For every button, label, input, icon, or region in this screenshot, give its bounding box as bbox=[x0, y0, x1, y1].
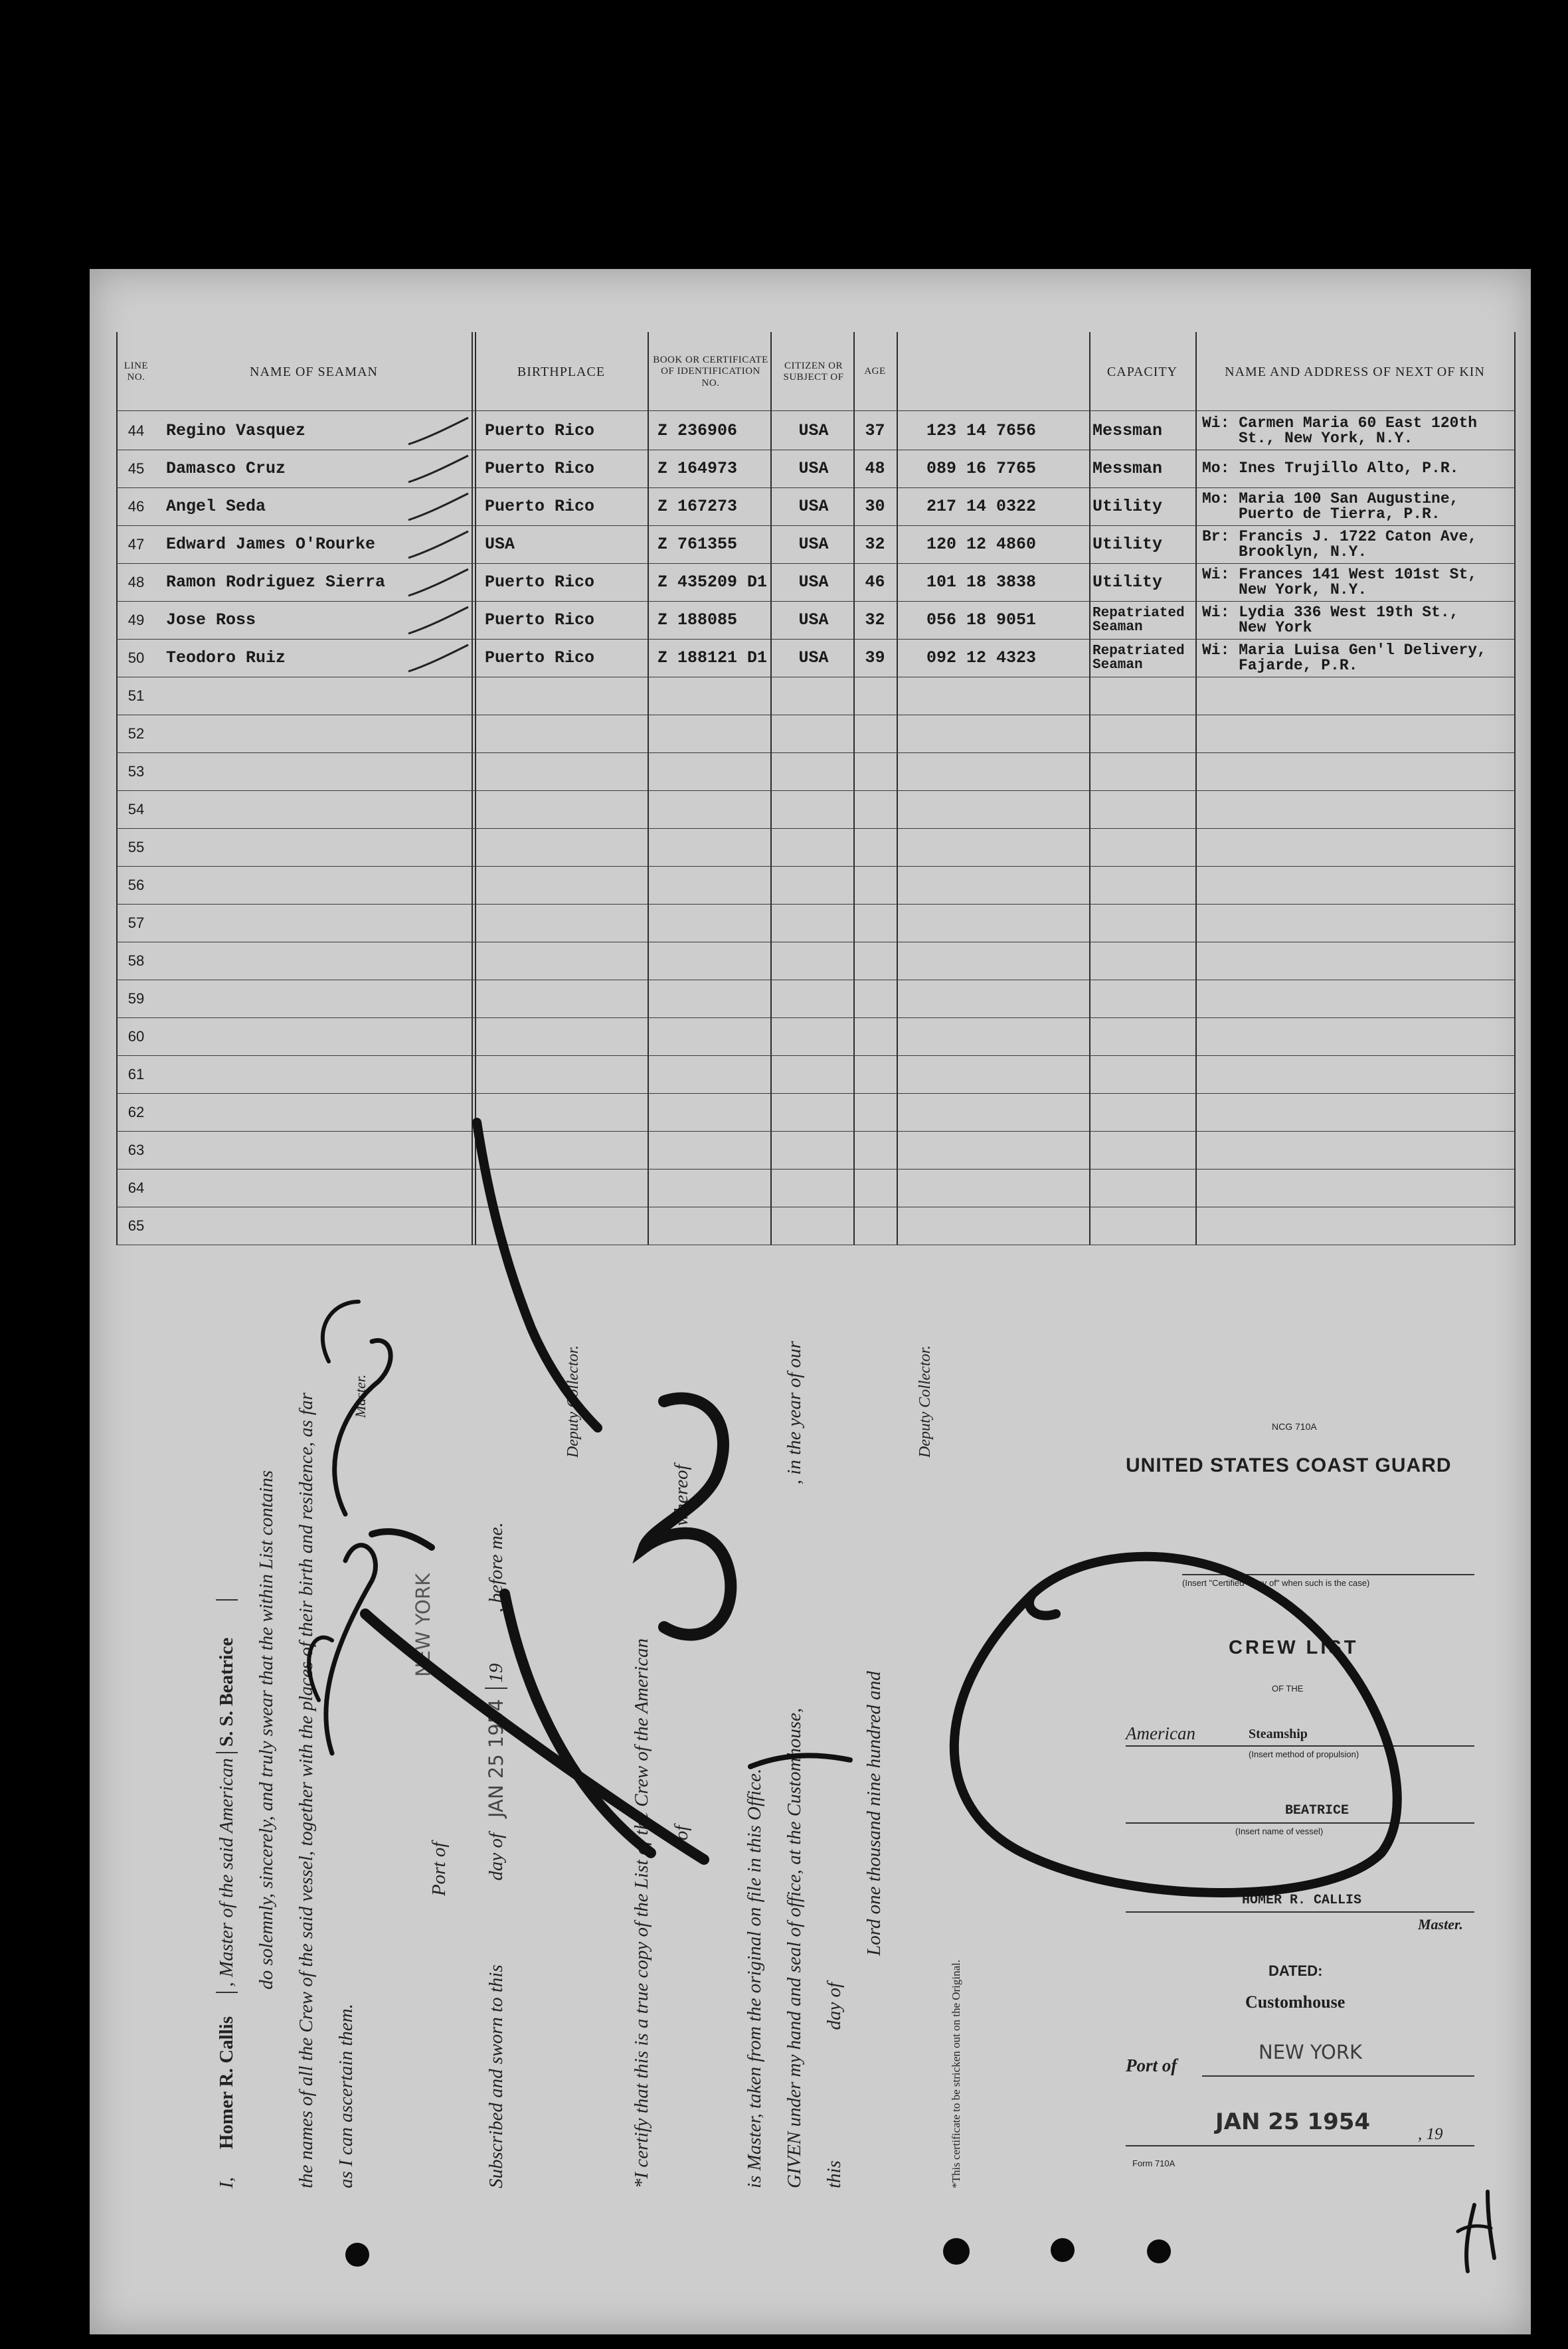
form-number: Form 710A bbox=[1132, 2158, 1176, 2168]
next-of-kin bbox=[1202, 1207, 1511, 1245]
cert-line-1-text: *I certify that this is a true copy of the List of the Crew of the American bbox=[631, 1638, 652, 2188]
book-number bbox=[657, 1131, 770, 1169]
capacity: Utility bbox=[1092, 497, 1163, 516]
table-row bbox=[116, 487, 1514, 525]
birthplace bbox=[485, 942, 644, 980]
birthplace bbox=[485, 866, 644, 904]
form-insert-note: (Insert "Certified Copy of" when such is the case) bbox=[1182, 1578, 1370, 1588]
seaman-name bbox=[166, 1093, 468, 1131]
oath-section bbox=[213, 1298, 1083, 2212]
book-number: Z 167273 bbox=[657, 497, 738, 516]
next-of-kin bbox=[1202, 1169, 1511, 1207]
line-number: 50 bbox=[128, 649, 145, 666]
form-propulsion-note: (Insert method of propulsion) bbox=[1249, 1749, 1359, 1759]
identification-number bbox=[926, 1131, 1086, 1169]
cert-of: , of bbox=[671, 1825, 692, 1850]
oath-year: 19 bbox=[485, 1663, 507, 1683]
table-row bbox=[116, 790, 1514, 828]
next-of-kin bbox=[1202, 942, 1511, 980]
citizen bbox=[774, 866, 853, 904]
birthplace bbox=[485, 828, 644, 866]
table-row bbox=[116, 601, 1514, 639]
capacity: Repatriated Seaman bbox=[1092, 605, 1185, 635]
cert-whereof: , whereof bbox=[671, 1464, 692, 1536]
citizen: USA bbox=[798, 572, 829, 592]
identification-number bbox=[926, 904, 1086, 942]
birthplace: Puerto Rico bbox=[485, 459, 595, 478]
seaman-name bbox=[166, 1017, 468, 1055]
table-row bbox=[116, 1169, 1514, 1207]
oath-master-name: Homer R. Callis bbox=[216, 2016, 237, 2149]
age bbox=[853, 1169, 897, 1207]
identification-number bbox=[926, 1093, 1086, 1131]
book-number bbox=[657, 1055, 770, 1093]
book-number bbox=[657, 942, 770, 980]
identification-number bbox=[926, 790, 1086, 828]
form-agency: UNITED STATES COAST GUARD bbox=[1126, 1454, 1452, 1476]
identification-number bbox=[926, 942, 1086, 980]
next-of-kin: Br: Francis J. 1722 Caton Ave, Brooklyn, N.Y. bbox=[1202, 527, 1478, 561]
line-number: 51 bbox=[128, 687, 145, 704]
form-customhouse: Customhouse bbox=[1245, 1992, 1346, 2012]
table-row bbox=[116, 1131, 1514, 1169]
birthplace bbox=[485, 752, 644, 790]
seaman-name: Jose Ross bbox=[166, 610, 256, 630]
table-row bbox=[116, 677, 1514, 715]
birthplace: Puerto Rico bbox=[485, 421, 595, 440]
identification-number bbox=[926, 1055, 1086, 1093]
form-propulsion: Steamship bbox=[1249, 1727, 1308, 1741]
citizen bbox=[774, 942, 853, 980]
age bbox=[853, 980, 897, 1017]
capacity bbox=[1092, 1131, 1195, 1169]
line-number: 64 bbox=[128, 1179, 145, 1196]
citizen bbox=[774, 1093, 853, 1131]
birthplace: Puerto Rico bbox=[485, 648, 595, 667]
birthplace bbox=[485, 1169, 644, 1207]
table-row bbox=[116, 1017, 1514, 1055]
next-of-kin: Mo: Ines Trujillo Alto, P.R. bbox=[1202, 460, 1459, 477]
oath-line-2 bbox=[256, 1298, 278, 2188]
oath-subscribed: Subscribed and sworn to this bbox=[485, 1964, 507, 2188]
next-of-kin: Mo: Maria 100 San Augustine, Puerto de Tierra, P.R. bbox=[1202, 489, 1459, 523]
birthplace bbox=[485, 1207, 644, 1245]
form-vessel-note: (Insert name of vessel) bbox=[1235, 1826, 1324, 1836]
citizen bbox=[774, 828, 853, 866]
seaman-name bbox=[166, 1131, 468, 1169]
seaman-name: Ramon Rodriguez Sierra bbox=[166, 572, 386, 592]
book-number: Z 188085 bbox=[657, 610, 738, 630]
table-row bbox=[116, 563, 1514, 601]
table-row bbox=[116, 450, 1514, 487]
form-year: , 19 bbox=[1418, 2125, 1443, 2143]
age bbox=[853, 1055, 897, 1093]
oath-day-of: day of bbox=[485, 1833, 507, 1881]
oath-line-1 bbox=[216, 1298, 238, 2188]
next-of-kin bbox=[1202, 715, 1511, 752]
age: 48 bbox=[865, 459, 885, 478]
book-number: Z 164973 bbox=[657, 459, 738, 478]
form-title: CREW LIST bbox=[1229, 1637, 1359, 1658]
cert-footnote: *This certificate to be stricken out on the Original. bbox=[950, 1959, 962, 2188]
identification-number: 123 14 7656 bbox=[926, 421, 1037, 440]
line-number: 63 bbox=[128, 1141, 145, 1158]
seaman-name bbox=[166, 866, 468, 904]
age: 37 bbox=[865, 421, 885, 440]
book-number bbox=[657, 752, 770, 790]
citizen bbox=[774, 1055, 853, 1093]
table-row bbox=[116, 715, 1514, 752]
line-number: 61 bbox=[128, 1065, 145, 1083]
age bbox=[853, 715, 897, 752]
cert-line-3b: is Master, taken from the original on file in this Office. bbox=[744, 1768, 765, 2188]
line-number: 54 bbox=[128, 800, 145, 818]
oath-subscribed-line bbox=[485, 1298, 507, 2188]
birthplace: Puerto Rico bbox=[485, 572, 595, 592]
age bbox=[853, 677, 897, 715]
capacity bbox=[1092, 904, 1195, 942]
book-number bbox=[657, 866, 770, 904]
cert-line-5 bbox=[824, 1498, 845, 2188]
age bbox=[853, 942, 897, 980]
capacity: Messman bbox=[1092, 459, 1163, 478]
citizen: USA bbox=[798, 610, 829, 630]
birthplace bbox=[485, 904, 644, 942]
capacity bbox=[1092, 980, 1195, 1017]
next-of-kin bbox=[1202, 1017, 1511, 1055]
identification-number: 120 12 4860 bbox=[926, 535, 1037, 554]
capacity bbox=[1092, 1055, 1195, 1093]
seaman-name bbox=[166, 980, 468, 1017]
age bbox=[853, 904, 897, 942]
next-of-kin: Wi: Frances 141 West 101st St, New York, N.Y. bbox=[1202, 565, 1478, 598]
identification-number bbox=[926, 866, 1086, 904]
age: 32 bbox=[865, 610, 885, 630]
form-of-the: OF THE bbox=[1272, 1684, 1304, 1694]
check-tick-icon bbox=[402, 642, 475, 675]
form-nationality: American bbox=[1126, 1723, 1195, 1743]
oath-date-stamp: JAN 25 1954 bbox=[485, 1699, 507, 1818]
next-of-kin bbox=[1202, 1055, 1511, 1093]
oath-port-stamp: NEW YORK bbox=[412, 1573, 434, 1677]
header-next-of-kin: NAME AND ADDRESS OF NEXT OF KIN bbox=[1225, 364, 1485, 379]
cert-line-4-text: GIVEN under my hand and seal of office, at the Customhouse, bbox=[784, 1707, 805, 2188]
identification-number bbox=[926, 980, 1086, 1017]
form-master-label: Master. bbox=[1418, 1916, 1463, 1933]
seaman-name: Angel Seda bbox=[166, 497, 266, 516]
cert-line-6 bbox=[863, 1610, 885, 1956]
book-number bbox=[657, 1017, 770, 1055]
header-book: BOOK OR CERTIFICATE OF IDENTIFICATION NO. bbox=[653, 355, 768, 389]
line-number: 57 bbox=[128, 914, 145, 931]
oath-port-of: Port of bbox=[428, 1842, 450, 1896]
age bbox=[853, 1093, 897, 1131]
identification-number bbox=[926, 828, 1086, 866]
form-port: NEW YORK bbox=[1259, 2041, 1363, 2063]
citizen: USA bbox=[798, 497, 829, 516]
identification-number: 089 16 7765 bbox=[926, 459, 1037, 478]
next-of-kin: Wi: Lydia 336 West 19th St., New York bbox=[1202, 603, 1459, 636]
line-number: 46 bbox=[128, 497, 145, 515]
capacity bbox=[1092, 677, 1195, 715]
oath-master-label: Master. bbox=[352, 1374, 369, 1418]
line-number: 65 bbox=[128, 1217, 145, 1234]
next-of-kin bbox=[1202, 1131, 1511, 1169]
cert-line-3 bbox=[711, 1298, 733, 2188]
age: 46 bbox=[865, 572, 885, 592]
birthplace bbox=[485, 1017, 644, 1055]
book-number: Z 236906 bbox=[657, 421, 738, 440]
book-number: Z 188121 D1 bbox=[657, 648, 768, 667]
citizen bbox=[774, 752, 853, 790]
age bbox=[853, 1017, 897, 1055]
identification-number bbox=[926, 1017, 1086, 1055]
table-row bbox=[116, 980, 1514, 1017]
capacity bbox=[1092, 1207, 1195, 1245]
line-number: 49 bbox=[128, 611, 145, 628]
form-port-of: Port of bbox=[1126, 2055, 1177, 2075]
birthplace: USA bbox=[485, 535, 515, 554]
table-row bbox=[116, 752, 1514, 790]
line-number: 55 bbox=[128, 838, 145, 855]
citizen bbox=[774, 1207, 853, 1245]
form-date: JAN 25 1954 bbox=[1215, 2109, 1371, 2135]
seaman-name bbox=[166, 828, 468, 866]
next-of-kin bbox=[1202, 1093, 1511, 1131]
oath-line-3: the names of all the Crew of the said vessel, together with the places of their birth and residence, as far bbox=[296, 1393, 317, 2188]
citizen bbox=[774, 904, 853, 942]
cert-line-6-text: Lord one thousand nine hundred and bbox=[863, 1671, 885, 1956]
line-number: 47 bbox=[128, 535, 145, 553]
book-number bbox=[657, 904, 770, 942]
seaman-name bbox=[166, 1207, 468, 1245]
capacity: Utility bbox=[1092, 572, 1163, 592]
table-row bbox=[116, 942, 1514, 980]
age: 39 bbox=[865, 648, 885, 667]
check-tick-icon bbox=[402, 528, 475, 561]
cert-line-4 bbox=[784, 1298, 806, 2188]
form-ncg: NCG 710A bbox=[1272, 1421, 1317, 1432]
identification-number bbox=[926, 677, 1086, 715]
line-number: 44 bbox=[128, 422, 145, 439]
age: 30 bbox=[865, 497, 885, 516]
book-number: Z 435209 D1 bbox=[657, 572, 768, 592]
next-of-kin bbox=[1202, 828, 1511, 866]
seaman-name: Edward James O'Rourke bbox=[166, 535, 376, 554]
line-number: 52 bbox=[128, 725, 145, 742]
book-number bbox=[657, 828, 770, 866]
citizen: USA bbox=[798, 459, 829, 478]
citizen: USA bbox=[798, 421, 829, 440]
cert-this: this bbox=[824, 2160, 845, 2188]
table-row bbox=[116, 1055, 1514, 1093]
capacity: Utility bbox=[1092, 535, 1163, 554]
citizen bbox=[774, 1131, 853, 1169]
age bbox=[853, 790, 897, 828]
oath-vessel: S. S. Beatrice bbox=[216, 1638, 237, 1747]
capacity bbox=[1092, 1093, 1195, 1131]
table-row bbox=[116, 1093, 1514, 1131]
age bbox=[853, 828, 897, 866]
header-capacity: CAPACITY bbox=[1106, 364, 1178, 379]
next-of-kin bbox=[1202, 866, 1511, 904]
table-row bbox=[116, 412, 1514, 450]
table-row bbox=[116, 904, 1514, 942]
capacity: Repatriated Seaman bbox=[1092, 643, 1185, 673]
citizen bbox=[774, 790, 853, 828]
line-number: 62 bbox=[128, 1103, 145, 1120]
next-of-kin bbox=[1202, 677, 1511, 715]
seaman-name bbox=[166, 1169, 468, 1207]
cert-line-2 bbox=[671, 1298, 693, 2188]
birthplace: Puerto Rico bbox=[485, 497, 595, 516]
seaman-name bbox=[166, 904, 468, 942]
age: 32 bbox=[865, 535, 885, 554]
line-number: 59 bbox=[128, 990, 145, 1007]
form-vessel: BEATRICE bbox=[1285, 1803, 1350, 1818]
birthplace bbox=[485, 715, 644, 752]
header-name: NAME OF SEAMAN bbox=[250, 364, 378, 379]
seaman-name bbox=[166, 942, 468, 980]
oath-before-me: , before me. bbox=[485, 1522, 507, 1613]
seaman-name bbox=[166, 1055, 468, 1093]
book-number bbox=[657, 677, 770, 715]
capacity bbox=[1092, 866, 1195, 904]
line-number: 56 bbox=[128, 876, 145, 893]
citizen bbox=[774, 980, 853, 1017]
birthplace bbox=[485, 1131, 644, 1169]
cert-line-1 bbox=[631, 1298, 653, 2188]
book-number bbox=[657, 1093, 770, 1131]
identification-number: 217 14 0322 bbox=[926, 497, 1037, 516]
next-of-kin bbox=[1202, 790, 1511, 828]
table-row bbox=[116, 639, 1514, 677]
header-birthplace: BIRTHPLACE bbox=[517, 364, 606, 379]
table-row bbox=[116, 525, 1514, 563]
identification-number: 092 12 4323 bbox=[926, 648, 1037, 667]
capacity: Messman bbox=[1092, 421, 1163, 440]
seaman-name: Teodoro Ruiz bbox=[166, 648, 286, 667]
age bbox=[853, 1207, 897, 1245]
table-row bbox=[116, 1207, 1514, 1245]
header-line-no: LINE NO. bbox=[124, 360, 149, 383]
oath-nationality: American bbox=[216, 1757, 237, 1833]
line-number: 48 bbox=[128, 573, 145, 590]
birthplace bbox=[485, 1055, 644, 1093]
citizen bbox=[774, 1169, 853, 1207]
next-of-kin: Wi: Carmen Maria 60 East 120th St., New York, N.Y. bbox=[1202, 414, 1478, 447]
cert-year-of-our: , in the year of our bbox=[784, 1341, 805, 1485]
book-number bbox=[657, 1169, 770, 1207]
identification-number bbox=[926, 1207, 1086, 1245]
book-number: Z 761355 bbox=[657, 535, 738, 554]
header-age: AGE bbox=[864, 366, 886, 377]
book-number bbox=[657, 980, 770, 1017]
seaman-name: Damasco Cruz bbox=[166, 459, 286, 478]
age bbox=[853, 866, 897, 904]
table-row bbox=[116, 828, 1514, 866]
age bbox=[853, 1131, 897, 1169]
seaman-name bbox=[166, 790, 468, 828]
citizen bbox=[774, 715, 853, 752]
seaman-name: Regino Vasquez bbox=[166, 421, 306, 440]
check-tick-icon bbox=[402, 490, 475, 523]
next-of-kin bbox=[1202, 904, 1511, 942]
next-of-kin: Wi: Maria Luisa Gen'l Delivery, Fajarde, P.R. bbox=[1202, 641, 1486, 674]
oath-line-2-text: do solemnly, sincerely, and truly swear that the within List contains bbox=[256, 1470, 277, 1990]
identification-number: 101 18 3838 bbox=[926, 572, 1037, 592]
oath-i: I, bbox=[216, 2177, 237, 2188]
crew-table bbox=[116, 332, 1514, 1245]
capacity bbox=[1092, 715, 1195, 752]
oath-line-4: as I can ascertain them. bbox=[335, 2004, 357, 2188]
book-number bbox=[657, 1207, 770, 1245]
capacity bbox=[1092, 1017, 1195, 1055]
check-tick-icon bbox=[402, 566, 475, 599]
identification-number: 056 18 9051 bbox=[926, 610, 1037, 630]
check-tick-icon bbox=[402, 414, 475, 448]
birthplace bbox=[485, 1093, 644, 1131]
citizen: USA bbox=[798, 535, 829, 554]
citizen: USA bbox=[798, 648, 829, 667]
age bbox=[853, 752, 897, 790]
capacity bbox=[1092, 828, 1195, 866]
seaman-name bbox=[166, 715, 468, 752]
oath-port-line bbox=[428, 1723, 450, 1896]
citizen bbox=[774, 1017, 853, 1055]
identification-number bbox=[926, 752, 1086, 790]
cert-deputy-collector: Deputy Collector. bbox=[916, 1345, 934, 1458]
book-number bbox=[657, 715, 770, 752]
citizen bbox=[774, 677, 853, 715]
seaman-name bbox=[166, 677, 468, 715]
cert-day-of: day of bbox=[824, 1982, 845, 2030]
birthplace bbox=[485, 677, 644, 715]
oath-master-of: , Master of the said bbox=[216, 1837, 237, 1987]
line-number: 60 bbox=[128, 1027, 145, 1045]
capacity bbox=[1092, 1169, 1195, 1207]
check-tick-icon bbox=[402, 452, 475, 485]
book-number bbox=[657, 790, 770, 828]
line-number: 53 bbox=[128, 762, 145, 780]
check-tick-icon bbox=[402, 604, 475, 637]
capacity bbox=[1092, 752, 1195, 790]
birthplace bbox=[485, 980, 644, 1017]
form-dated: DATED: bbox=[1268, 1962, 1323, 1979]
birthplace: Puerto Rico bbox=[485, 610, 595, 630]
form-master-name: HOMER R. CALLIS bbox=[1242, 1893, 1362, 1908]
identification-number bbox=[926, 1169, 1086, 1207]
oath-deputy-collector: Deputy Collector. bbox=[565, 1345, 582, 1458]
line-number: 58 bbox=[128, 952, 145, 969]
seaman-name bbox=[166, 752, 468, 790]
header-citizen: CITIZEN OR SUBJECT OF bbox=[783, 360, 844, 383]
form-cover-block bbox=[1122, 1421, 1494, 2205]
birthplace bbox=[485, 790, 644, 828]
table-row bbox=[116, 866, 1514, 904]
line-number: 45 bbox=[128, 460, 145, 477]
next-of-kin bbox=[1202, 752, 1511, 790]
capacity bbox=[1092, 942, 1195, 980]
identification-number bbox=[926, 715, 1086, 752]
capacity bbox=[1092, 790, 1195, 828]
next-of-kin bbox=[1202, 980, 1511, 1017]
